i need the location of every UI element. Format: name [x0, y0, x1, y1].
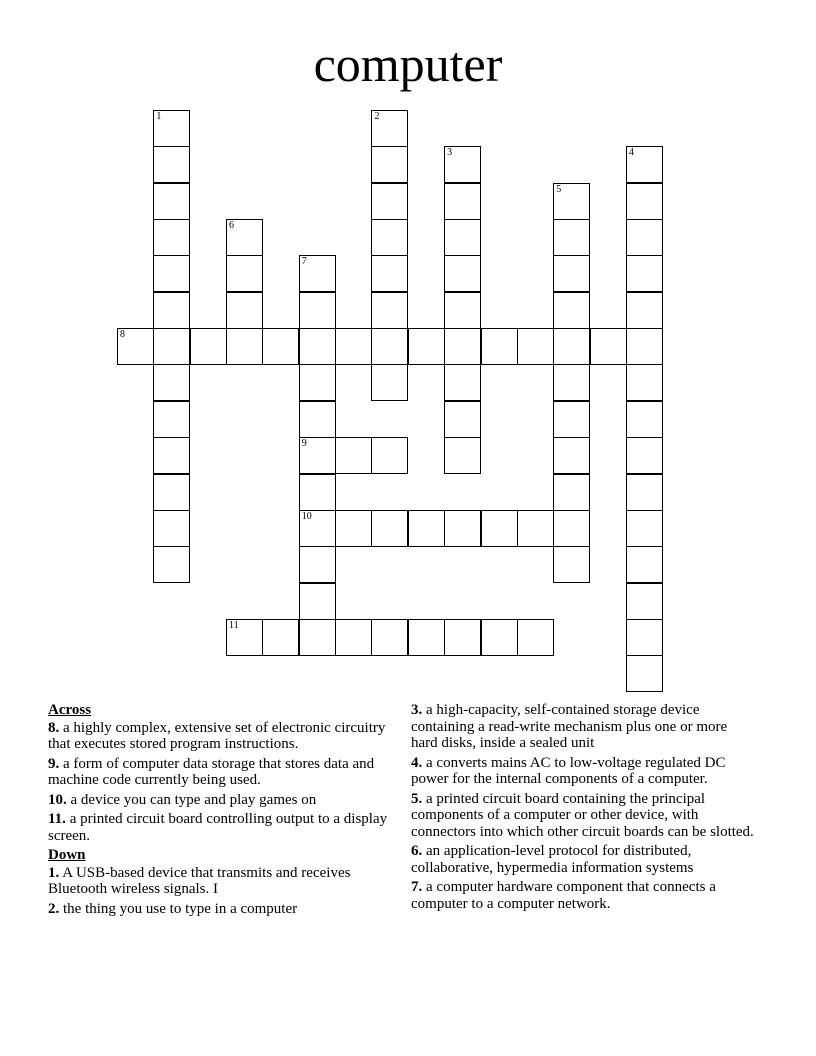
clue-number: 11.	[48, 811, 66, 827]
grid-cell[interactable]	[553, 437, 590, 474]
cell-number: 2	[374, 111, 380, 122]
grid-cell[interactable]	[481, 328, 518, 365]
grid-cell[interactable]	[553, 219, 590, 256]
grid-cell[interactable]	[626, 437, 663, 474]
grid-cell[interactable]	[553, 364, 590, 401]
grid-cell[interactable]	[444, 510, 481, 547]
grid-cell[interactable]	[371, 437, 408, 474]
grid-cell[interactable]	[444, 255, 481, 292]
grid-cell[interactable]	[371, 619, 408, 656]
clue-across-11	[48, 811, 398, 844]
grid-cell[interactable]	[371, 110, 408, 147]
grid-cell[interactable]	[262, 328, 299, 365]
grid-cell[interactable]	[444, 292, 481, 329]
clue-across-8	[48, 720, 398, 753]
clue-number: 4.	[411, 754, 423, 771]
down-heading: Down	[48, 847, 86, 863]
grid-cell[interactable]	[626, 474, 663, 511]
grid-cell[interactable]	[444, 183, 481, 220]
clue-text: a printed circuit board containing the principal components of a computer or other device, with connectors into which other circuit boards can be slotted.	[411, 790, 754, 840]
clues-column-right	[411, 702, 756, 915]
grid-cell[interactable]	[117, 328, 154, 365]
grid-cell[interactable]	[517, 328, 554, 365]
clue-text: a computer hardware component that connects a computer to a computer network.	[411, 879, 716, 912]
grid-cell[interactable]	[626, 583, 663, 620]
grid-cell[interactable]	[444, 437, 481, 474]
grid-cell[interactable]	[299, 546, 336, 583]
grid-cell[interactable]	[553, 183, 590, 220]
puzzle-title: computer	[313, 36, 503, 92]
clue-text: an application-level protocol for distributed, collaborative, hypermedia information systems	[411, 843, 694, 876]
grid-cell[interactable]	[371, 328, 408, 365]
clue-number: 1.	[48, 864, 60, 881]
grid-cell[interactable]	[153, 328, 190, 365]
cell-number: 4	[628, 147, 634, 159]
grid-cell[interactable]	[553, 292, 590, 329]
grid-cell[interactable]	[335, 328, 372, 365]
clue-number: 2.	[48, 900, 60, 917]
grid-cell[interactable]	[590, 328, 627, 365]
cell-number: 1	[156, 111, 162, 122]
clues-column-left	[48, 702, 398, 920]
clue-text: the thing you use to type in a computer	[63, 900, 298, 917]
grid-cell[interactable]	[371, 183, 408, 220]
grid-cell[interactable]	[153, 110, 190, 147]
grid-cell[interactable]	[626, 364, 663, 401]
grid-cell[interactable]	[153, 183, 190, 220]
grid-cell[interactable]	[299, 510, 336, 547]
grid-cell[interactable]	[444, 401, 481, 438]
grid-cell[interactable]	[190, 328, 227, 365]
grid-cell[interactable]	[335, 619, 372, 656]
clue-number: 10.	[48, 791, 67, 808]
grid-cell[interactable]	[408, 510, 445, 547]
grid-cell[interactable]	[553, 255, 590, 292]
clue-text: a highly complex, extensive set of electronic circuitry that executes stored program instructions.	[48, 719, 386, 752]
clue-down-2	[48, 901, 398, 918]
grid-cell[interactable]	[408, 619, 445, 656]
grid-cell[interactable]	[226, 328, 263, 365]
clue-text: a printed circuit board controlling output to a display screen.	[48, 811, 388, 844]
grid-cell[interactable]	[553, 401, 590, 438]
clue-text: a converts mains AC to low-voltage regulated DC power for the internal components of a computer.	[411, 754, 726, 787]
cell-number: 3	[447, 147, 453, 159]
grid-cell[interactable]	[153, 401, 190, 438]
clue-text: A USB-based device that transmits and receives Bluetooth wireless signals. I	[48, 864, 351, 897]
clue-down-4	[411, 755, 756, 788]
clue-number: 8.	[48, 719, 60, 736]
clue-number: 9.	[48, 755, 60, 772]
grid-cell[interactable]	[626, 401, 663, 438]
grid-cell[interactable]	[444, 619, 481, 656]
cell-number: 6	[229, 220, 235, 232]
cell-number: 7	[301, 256, 307, 268]
grid-cell[interactable]	[226, 255, 263, 292]
grid-cell[interactable]	[626, 219, 663, 256]
grid-cell[interactable]	[626, 292, 663, 329]
grid-cell[interactable]	[553, 546, 590, 583]
clue-down-5	[411, 791, 756, 841]
grid-cell[interactable]	[626, 146, 663, 183]
clue-down-3	[411, 702, 756, 752]
grid-cell[interactable]	[299, 437, 336, 474]
grid-cell[interactable]	[626, 619, 663, 656]
grid-cell[interactable]	[444, 328, 481, 365]
clue-down-7	[411, 879, 756, 912]
grid-cell[interactable]	[371, 364, 408, 401]
grid-cell[interactable]	[153, 437, 190, 474]
grid-cell[interactable]	[299, 474, 336, 511]
grid-cell[interactable]	[553, 474, 590, 511]
grid-cell[interactable]	[299, 364, 336, 401]
grid-cell[interactable]	[481, 510, 518, 547]
grid-cell[interactable]	[299, 619, 336, 656]
grid-cell[interactable]	[371, 146, 408, 183]
clue-number: 3.	[411, 702, 423, 718]
grid-cell[interactable]	[626, 655, 663, 692]
grid-cell[interactable]	[299, 255, 336, 292]
grid-cell[interactable]	[335, 437, 372, 474]
grid-cell[interactable]	[153, 146, 190, 183]
clue-down-1	[48, 865, 398, 898]
grid-cell[interactable]	[153, 255, 190, 292]
grid-cell[interactable]	[444, 219, 481, 256]
clue-number: 6.	[411, 843, 423, 859]
grid-cell[interactable]	[371, 510, 408, 547]
grid-cell[interactable]	[335, 510, 372, 547]
grid-cell[interactable]	[153, 292, 190, 329]
cell-number: 9	[301, 438, 307, 450]
grid-cell[interactable]	[153, 364, 190, 401]
cell-number: 11	[229, 619, 239, 631]
clue-across-9	[48, 756, 398, 789]
grid-cell[interactable]	[553, 328, 590, 365]
grid-cell[interactable]	[444, 146, 481, 183]
grid-cell[interactable]	[299, 328, 336, 365]
cell-number: 5	[556, 183, 562, 195]
grid-cell[interactable]	[262, 619, 299, 656]
grid-cell[interactable]	[408, 328, 445, 365]
clue-down-6	[411, 843, 756, 876]
clue-text: a high-capacity, self-contained storage device containing a read-write mechanism plus one or more hard disks, inside a sealed unit	[411, 702, 728, 751]
grid-cell[interactable]	[626, 546, 663, 583]
grid-cell[interactable]	[226, 619, 263, 656]
grid-cell[interactable]	[299, 401, 336, 438]
grid-cell[interactable]	[626, 255, 663, 292]
cell-number: 8	[120, 329, 125, 341]
across-heading: Across	[48, 702, 92, 718]
grid-cell[interactable]	[299, 292, 336, 329]
grid-cell[interactable]	[226, 219, 263, 256]
grid-cell[interactable]	[153, 219, 190, 256]
grid-cell[interactable]	[517, 619, 554, 656]
grid-cell[interactable]	[299, 583, 336, 620]
grid-cell[interactable]	[226, 292, 263, 329]
clue-number: 5.	[411, 790, 423, 807]
clue-text: a device you can type and play games on	[70, 791, 317, 808]
cell-number: 10	[301, 510, 312, 522]
grid-cell[interactable]	[481, 619, 518, 656]
grid-cell[interactable]	[153, 474, 190, 511]
grid-cell[interactable]	[371, 292, 408, 329]
grid-cell[interactable]	[626, 328, 663, 365]
grid-cell[interactable]	[371, 255, 408, 292]
clue-number: 7.	[411, 879, 423, 895]
grid-cell[interactable]	[626, 510, 663, 547]
clue-text: a form of computer data storage that stores data and machine code currently being used.	[48, 755, 375, 788]
grid-cell[interactable]	[626, 183, 663, 220]
clue-across-10	[48, 792, 398, 809]
grid-cell[interactable]	[553, 510, 590, 547]
grid-cell[interactable]	[444, 364, 481, 401]
grid-cell[interactable]	[153, 510, 190, 547]
grid-cell[interactable]	[153, 546, 190, 583]
grid-cell[interactable]	[371, 219, 408, 256]
grid-cell[interactable]	[517, 510, 554, 547]
